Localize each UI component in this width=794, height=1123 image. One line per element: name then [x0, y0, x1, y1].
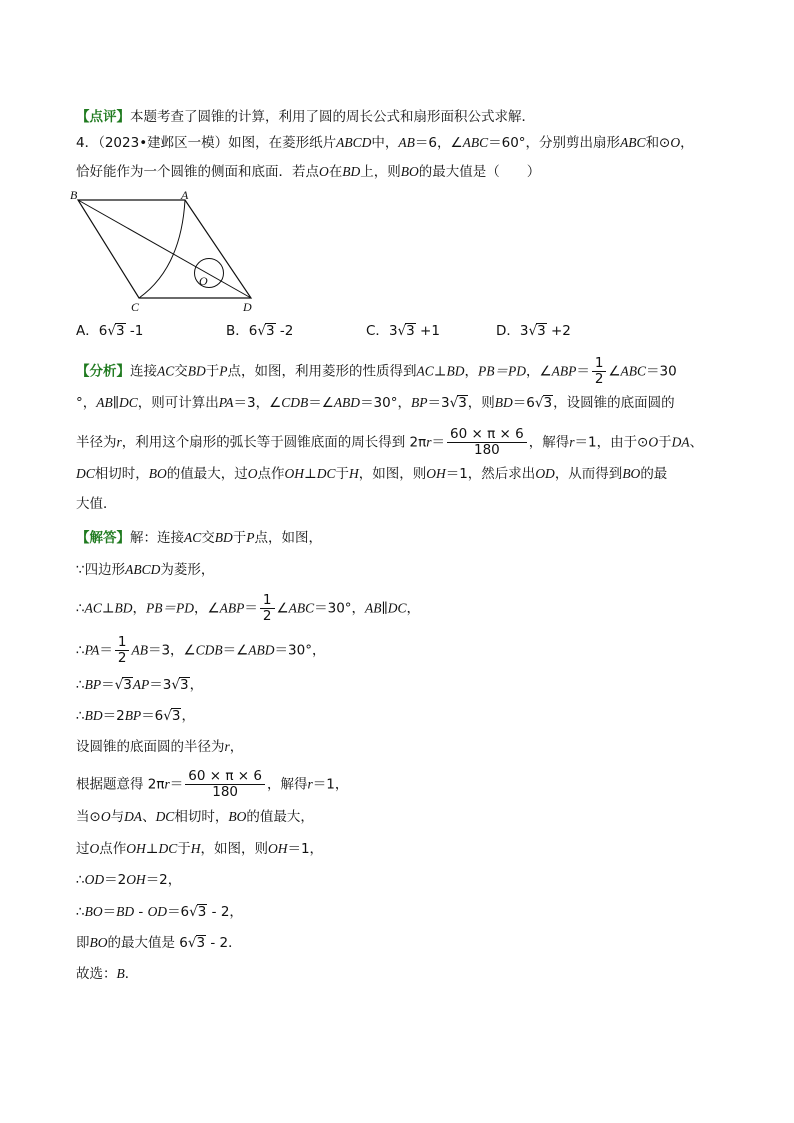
- text: 点，如图，: [254, 530, 323, 546]
- math-var: O: [100, 809, 111, 824]
- denominator: 2: [117, 650, 127, 666]
- text: 于: [205, 363, 220, 380]
- text: 于: [232, 530, 247, 546]
- question-line-1: [76, 133, 694, 153]
- math-var: r: [426, 434, 432, 450]
- math-var: O: [670, 135, 681, 150]
- sqrt-sign: √: [534, 395, 544, 411]
- label-B: B: [70, 188, 78, 202]
- text: 和⊙: [645, 135, 671, 151]
- math-var: ABP: [551, 363, 577, 379]
- math-var: O: [247, 466, 258, 481]
- text: ．: [124, 966, 139, 982]
- text: 于: [658, 434, 672, 451]
- option-coef: 6: [98, 323, 108, 339]
- text: 点作: [257, 466, 285, 482]
- comment-line: [76, 107, 535, 127]
- text: ，解得: [266, 776, 308, 793]
- math-expr: AB∥DC: [365, 600, 407, 616]
- radicand: 3: [537, 323, 546, 339]
- fraction-half: [115, 635, 130, 666]
- option-coef: 3: [519, 323, 529, 339]
- label-D: D: [243, 300, 252, 314]
- text: ＝30: [646, 363, 677, 380]
- math-expr: OH⊥DC: [126, 841, 178, 856]
- math-var: H: [190, 841, 201, 856]
- radicand: 3: [115, 323, 125, 339]
- solution-line-3: [76, 593, 420, 624]
- text: ＝30°，: [274, 642, 326, 659]
- text: 当⊙: [76, 809, 101, 825]
- analysis-line-3: [76, 427, 703, 458]
- math-var: BP: [84, 677, 102, 692]
- text: ＝: [99, 642, 113, 659]
- math-var: DC: [76, 466, 95, 481]
- text: ，利用这个扇形的弧长等于圆锥底面的周长得到 2π: [121, 434, 427, 451]
- math-var: ABC: [288, 600, 315, 616]
- math-expr: OH⊥DC: [284, 466, 336, 481]
- sqrt-sign: √: [107, 323, 116, 339]
- text: ，则可计算出: [137, 395, 219, 411]
- denominator: 180: [212, 784, 239, 800]
- solution-line-6: [76, 706, 195, 726]
- radicand: 3: [543, 395, 553, 411]
- fraction-arc: [185, 769, 265, 800]
- text: ，: [229, 739, 244, 755]
- solution-line-8: [76, 769, 348, 800]
- text: ，设圆锥的底面圆的: [553, 395, 675, 411]
- math-var: O: [89, 841, 100, 856]
- label-O: O: [199, 274, 208, 288]
- rhombus-figure: [70, 188, 260, 316]
- math-var: CDB: [195, 642, 223, 658]
- text: 为菱形，: [160, 562, 215, 578]
- text: ＝∠: [222, 642, 249, 659]
- math-var: AC: [184, 530, 202, 545]
- solution-line-12: [76, 902, 243, 922]
- option-letter: A．: [76, 323, 99, 339]
- math-var: r: [164, 776, 170, 792]
- text: ＝3: [427, 395, 450, 411]
- diagonal-BD: [78, 200, 251, 298]
- analysis-label: 【分析】: [76, 363, 130, 380]
- text: 过: [76, 841, 90, 857]
- text: ∴: [76, 642, 85, 659]
- text: ，如图，则: [200, 841, 268, 857]
- math-var: H: [348, 466, 359, 481]
- text: ＝6: [512, 395, 535, 411]
- math-expr: PB＝PD: [477, 363, 526, 379]
- text: ＝1，: [312, 776, 349, 793]
- math-var: BO: [622, 466, 641, 481]
- math-expr: AC⊥BD: [416, 363, 465, 379]
- sqrt-sign: √: [528, 323, 538, 339]
- denominator: 2: [262, 608, 272, 624]
- text: 、: [689, 434, 704, 451]
- option-letter: D．: [496, 323, 520, 339]
- text: - 2．: [206, 935, 242, 951]
- solution-label: 【解答】: [76, 530, 130, 546]
- option-letter: C．: [366, 323, 389, 339]
- text: ，: [132, 600, 147, 617]
- math-expr: PB＝PD: [146, 600, 195, 616]
- radicand: 3: [458, 395, 467, 411]
- text: 相切时，: [94, 466, 149, 482]
- text: ＝1，然后求出: [445, 466, 536, 482]
- math-var: DA: [671, 434, 690, 450]
- text: 与: [110, 809, 125, 825]
- text: ＝1，: [287, 841, 324, 857]
- analysis-line-1: [76, 356, 677, 387]
- math-var: OH: [426, 466, 446, 481]
- text: 大值．: [76, 496, 117, 512]
- math-var: r: [569, 434, 575, 450]
- analysis-line-2: [76, 393, 675, 413]
- solution-line-10: [76, 839, 323, 859]
- radicand: 3: [180, 677, 189, 693]
- text: ，解得: [528, 434, 570, 451]
- math-var: BD: [214, 530, 233, 545]
- radicand: 3: [123, 677, 132, 693]
- text: ＝: [244, 600, 258, 617]
- fraction-arc: [447, 427, 527, 458]
- text: 于: [335, 466, 349, 482]
- text: ∠: [608, 363, 621, 380]
- math-var: ABCD: [125, 562, 161, 577]
- text: ，: [680, 135, 694, 151]
- sqrt-sign: √: [449, 395, 459, 411]
- radicand: 3: [197, 904, 207, 920]
- text: 中，: [371, 135, 399, 151]
- math-var: BO: [148, 466, 167, 481]
- text: ＝: [102, 904, 117, 920]
- text: ，从而得到: [554, 466, 623, 482]
- question-number: 4．: [76, 135, 99, 151]
- text: ，如图，则: [358, 466, 427, 482]
- math-var: BD: [116, 904, 135, 919]
- solution-line-9: [76, 807, 314, 827]
- numerator: 1: [592, 356, 607, 372]
- radicand: 3: [406, 323, 415, 339]
- math-var: BP: [411, 395, 428, 410]
- solution-line-11: [76, 870, 181, 890]
- comment-text: 本题考查了圆锥的计算，利用了圆的周长公式和扇形面积公式求解．: [130, 109, 535, 125]
- text: 故选：: [76, 966, 117, 982]
- text: ，∠: [525, 363, 552, 380]
- text: ∴: [76, 708, 85, 724]
- math-var: OD: [535, 466, 555, 481]
- option-tail: -2: [275, 323, 294, 339]
- text: ＝3，∠: [233, 395, 282, 411]
- text: ＝3: [149, 677, 172, 693]
- solution-line-4: [76, 635, 325, 666]
- text: - 2，: [207, 904, 243, 920]
- text: ，∠: [194, 600, 220, 617]
- math-var: DC: [155, 809, 175, 824]
- text: ＝: [431, 434, 446, 451]
- text: 半径为: [76, 434, 117, 451]
- numerator: 60 × π × 6: [185, 769, 265, 785]
- math-var: B: [116, 966, 125, 981]
- math-var: PA: [218, 395, 234, 410]
- sqrt-sign: √: [189, 904, 198, 920]
- sqrt-sign: √: [257, 323, 266, 339]
- option-tail: +1: [415, 323, 440, 339]
- text: ＝1，由于⊙: [574, 434, 649, 451]
- text: 交: [174, 363, 188, 380]
- text: 点，如图，利用菱形的性质得到: [227, 363, 417, 380]
- text: ＝: [576, 363, 590, 380]
- math-var: OH: [126, 872, 146, 887]
- option-a: [76, 321, 143, 341]
- math-var: ABC: [620, 363, 647, 379]
- sqrt-sign: √: [171, 677, 180, 693]
- math-var: AC: [157, 363, 175, 379]
- math-var: ABCD: [336, 135, 372, 150]
- radicand: 3: [171, 708, 181, 724]
- math-var: O: [319, 164, 329, 179]
- math-var: BO: [89, 935, 108, 950]
- text: ，: [189, 677, 204, 693]
- numerator: 1: [260, 593, 275, 609]
- text: ＝2，: [145, 872, 182, 888]
- analysis-line-5: [76, 494, 117, 514]
- text: 的最: [640, 466, 668, 482]
- text: 上，则: [360, 164, 401, 180]
- solution-line-13: [76, 933, 242, 953]
- math-var: BD: [494, 395, 513, 410]
- numerator: 60 × π × 6: [447, 427, 527, 443]
- sector-arc-AC: [139, 200, 185, 298]
- option-tail: +2: [546, 323, 571, 339]
- label-A: A: [181, 188, 189, 202]
- option-coef: 3: [388, 323, 398, 339]
- sqrt-sign: √: [187, 935, 197, 951]
- math-var: r: [224, 739, 230, 754]
- math-var: BD: [342, 164, 361, 179]
- math-var: ABC: [620, 135, 646, 150]
- text: ＝2: [102, 708, 125, 724]
- text: ∴: [76, 600, 85, 617]
- question-source: （2023•建邺区一模）: [98, 135, 229, 151]
- text: -: [134, 904, 148, 920]
- math-var: P: [246, 530, 255, 545]
- math-expr: AC⊥BD: [84, 600, 133, 616]
- denominator: 180: [474, 442, 500, 458]
- math-var: P: [219, 363, 228, 379]
- comment-label: 【点评】: [76, 109, 130, 125]
- option-c: [366, 321, 440, 341]
- text: ＝30°，: [314, 600, 366, 617]
- radicand: 3: [265, 323, 275, 339]
- solution-line-2: [76, 560, 214, 580]
- math-var: OD: [147, 904, 168, 919]
- math-var: BO: [400, 164, 419, 179]
- numerator: 1: [115, 635, 130, 651]
- text: ＝30°，: [360, 395, 411, 411]
- text: ∴: [76, 872, 85, 888]
- fraction-half: [260, 593, 275, 624]
- text: 在: [328, 164, 343, 180]
- denominator: 2: [594, 371, 604, 387]
- text: ∴: [76, 904, 85, 920]
- text: 设圆锥的底面圆的半径为: [76, 739, 225, 755]
- math-var: BO: [228, 809, 247, 824]
- option-coef: 6: [248, 323, 258, 339]
- math-var: AP: [132, 677, 150, 692]
- text: ＝∠: [308, 395, 334, 411]
- text: 解：连接: [130, 530, 184, 546]
- math-var: BD: [84, 708, 103, 723]
- text: ＝60°，分别剪出扇形: [488, 135, 621, 151]
- option-tail: -1: [125, 323, 144, 339]
- math-var: OH: [267, 841, 288, 856]
- label-C: C: [131, 300, 140, 314]
- math-var: ABP: [219, 600, 245, 616]
- text: 的值最大，过: [166, 466, 248, 482]
- analysis-line-4: [76, 464, 667, 484]
- text: ，则: [467, 395, 495, 411]
- math-var: PA: [84, 642, 100, 658]
- math-expr: AB∥DC: [96, 395, 138, 410]
- math-var: ABC: [462, 135, 489, 150]
- text: ＝6: [167, 904, 190, 920]
- math-var: AB: [398, 135, 415, 150]
- text: 、: [142, 809, 156, 825]
- math-var: DA: [124, 809, 143, 824]
- text: ∴: [76, 677, 85, 693]
- text: 恰好能作为一个圆锥的侧面和底面．若点: [76, 164, 319, 180]
- math-var: ABD: [248, 642, 275, 658]
- text: ＝6，∠: [414, 135, 463, 151]
- text: ，: [181, 708, 195, 724]
- text: ＝6: [141, 708, 164, 724]
- sqrt-sign: √: [397, 323, 407, 339]
- question-line-2: [76, 162, 540, 182]
- math-var: AB: [131, 642, 148, 658]
- option-b: [226, 321, 293, 341]
- text: ＝3，∠: [147, 642, 196, 659]
- text: 的最大值是（ ）: [418, 164, 541, 180]
- text: 相切时，: [174, 809, 229, 825]
- math-var: BP: [124, 708, 142, 723]
- fraction-half: [592, 356, 607, 387]
- solution-line-7: [76, 737, 243, 757]
- math-var: BD: [187, 363, 206, 379]
- text: ＝2: [104, 872, 127, 888]
- text: ＝: [169, 776, 184, 793]
- text: ，: [464, 363, 478, 380]
- solution-line-5: [76, 675, 203, 695]
- math-var: CDB: [281, 395, 309, 410]
- radicand: 3: [196, 935, 206, 951]
- text: 交: [201, 530, 215, 546]
- text: 如图，在菱形纸片: [228, 135, 337, 151]
- text: ＝: [101, 677, 115, 693]
- math-var: BO: [84, 904, 103, 919]
- math-var: OD: [84, 872, 105, 887]
- text: 根据题意得 2π: [76, 776, 165, 793]
- solution-line-14: [76, 964, 138, 984]
- option-d: [496, 321, 571, 341]
- text: 的值最大，: [246, 809, 314, 825]
- text: ，: [406, 600, 421, 617]
- sqrt-sign: √: [114, 677, 124, 693]
- math-var: r: [116, 434, 122, 450]
- text: ∠: [276, 600, 289, 617]
- text: 即: [76, 935, 90, 951]
- text: ∵四边形: [76, 562, 126, 578]
- text: 连接: [130, 363, 157, 380]
- math-var: r: [307, 776, 313, 792]
- sqrt-sign: √: [163, 708, 172, 724]
- text: °，: [76, 395, 97, 411]
- solution-line-1: [76, 528, 322, 548]
- text: 点作: [99, 841, 127, 857]
- math-var: ABD: [333, 395, 361, 410]
- text: 的最大值是 6: [107, 935, 188, 951]
- text: 于: [177, 841, 191, 857]
- math-var: O: [648, 434, 659, 450]
- option-letter: B．: [226, 323, 249, 339]
